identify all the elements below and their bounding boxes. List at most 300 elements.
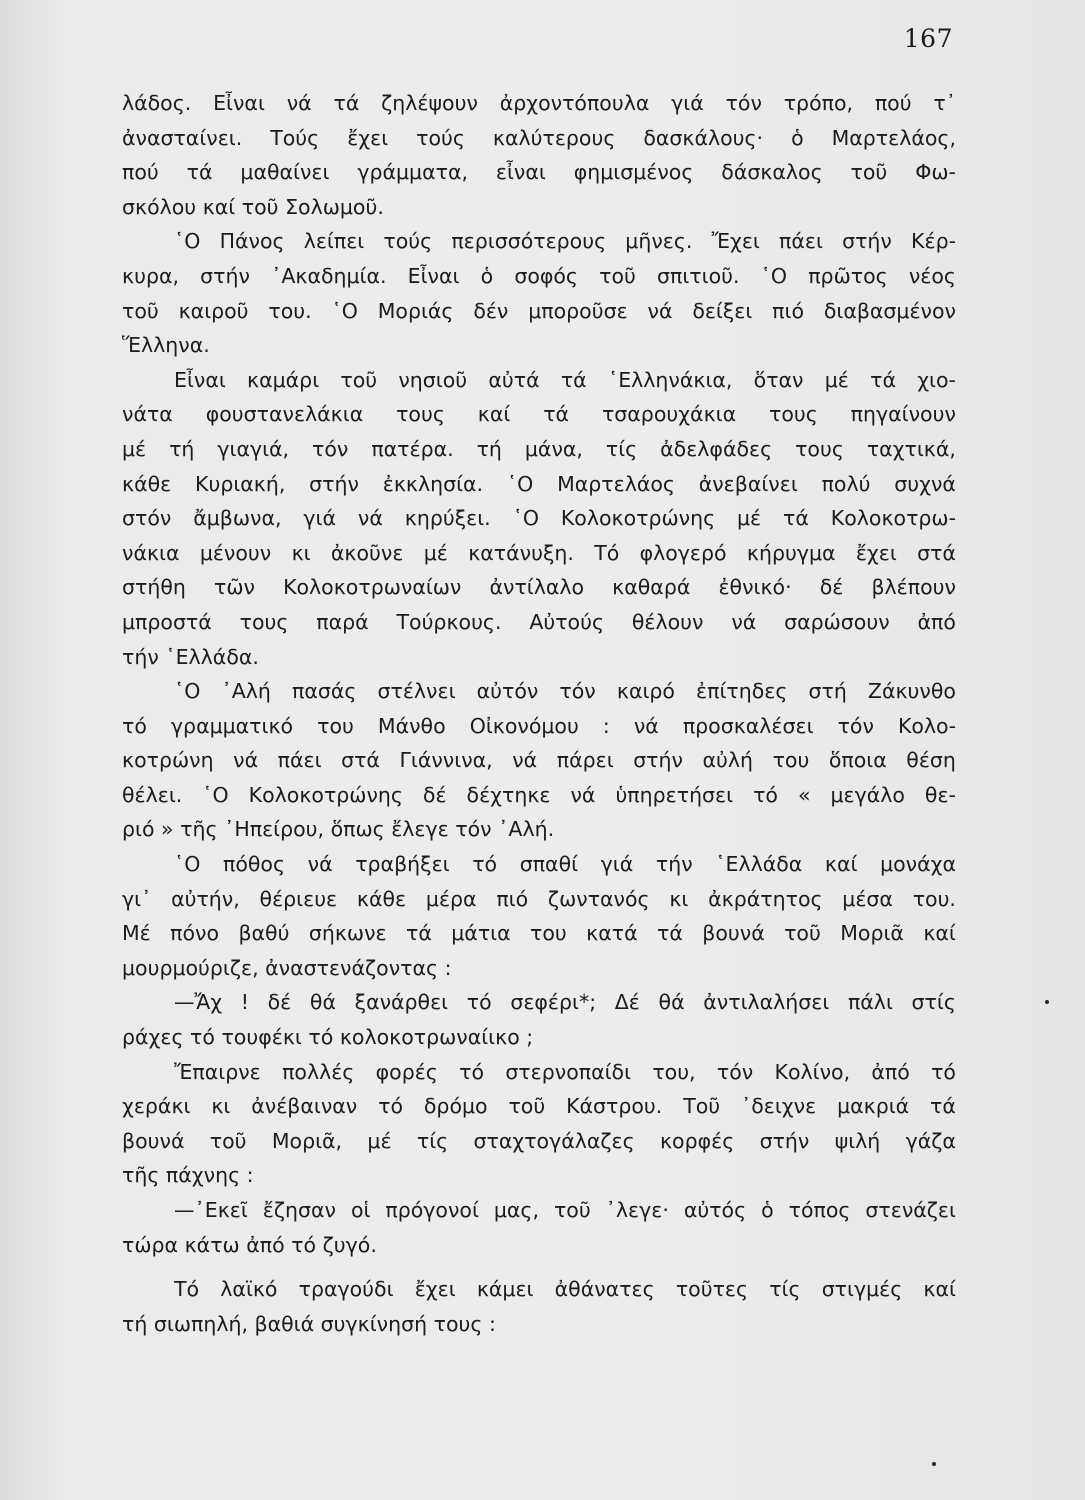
text-line xyxy=(122,121,956,156)
text-word: ἔλεγε xyxy=(391,817,449,842)
text-word: τίς xyxy=(605,436,638,461)
text-word: πάχνης xyxy=(165,1163,241,1188)
text-word: τους xyxy=(433,1311,483,1336)
text-word: καί xyxy=(202,194,236,219)
text-word: θέλουν xyxy=(631,609,704,634)
text-word: θά xyxy=(658,990,685,1015)
text-word: —Ἄχ xyxy=(174,990,223,1015)
text-word: Δέ xyxy=(614,990,640,1015)
text-word: τόν xyxy=(559,679,596,704)
text-word: Κολοκοτρωναίων xyxy=(283,575,462,600)
text-word: καί xyxy=(923,921,956,946)
text-word: τά xyxy=(783,506,809,531)
text-word: καί xyxy=(923,1277,956,1302)
text-word: ἀπό xyxy=(871,1059,910,1084)
text-word: πού xyxy=(122,160,159,185)
text-word: τά xyxy=(930,1094,956,1119)
text-word: ἀνέβαιναν xyxy=(251,1094,358,1119)
text-word: σαρώσουν xyxy=(784,609,890,634)
text-word: ἀθάνατες xyxy=(554,1277,655,1302)
text-word: προσκαλέσει xyxy=(682,713,814,738)
text-word: δέν xyxy=(473,298,509,323)
text-word: ὑπηρετήσει xyxy=(615,782,734,807)
text-word: δάσκαλος xyxy=(721,160,823,185)
text-line xyxy=(122,640,956,675)
text-word: Κολοκοτρώνης xyxy=(560,506,716,531)
text-word: τώρα xyxy=(122,1232,179,1257)
text-word: Μαρτελάος xyxy=(557,471,675,496)
text-word: Μοριᾶ, xyxy=(271,1128,343,1153)
text-word: ἐκκλησία. xyxy=(382,471,484,496)
text-line xyxy=(122,328,956,363)
text-word: Τούς xyxy=(270,125,320,150)
text-word: τό xyxy=(378,1094,404,1119)
text-word: κι xyxy=(669,886,689,911)
text-word: σταχτογάλαζες xyxy=(473,1128,635,1153)
text-word: ἀντιλαλήσει xyxy=(703,990,830,1015)
text-word: ἔχει xyxy=(855,540,897,565)
text-word: στήν xyxy=(309,471,359,496)
text-word: καλύτερους xyxy=(492,125,616,150)
text-word: μπροστά xyxy=(122,609,212,634)
text-line xyxy=(122,1124,956,1159)
text-word: μουρμούριζε, xyxy=(122,955,259,980)
text-word: ξανάρθει xyxy=(354,990,449,1015)
text-line xyxy=(122,86,956,121)
text-word: σιωπηλή, xyxy=(153,1311,248,1336)
text-word: πάει xyxy=(779,229,823,254)
text-word: τσαρουχάκια xyxy=(601,402,737,427)
text-word: ῾Ο xyxy=(506,471,534,496)
text-word: μέ xyxy=(367,1128,392,1153)
text-word: τόν xyxy=(455,817,492,842)
text-word: στήθη xyxy=(122,575,186,600)
text-line xyxy=(122,363,956,398)
text-word: ἀκοῦνε xyxy=(330,540,404,565)
text-line xyxy=(122,951,956,986)
text-word: Μοριᾶ xyxy=(840,921,904,946)
text-word: δέ xyxy=(819,575,844,600)
text-word: τοῦ xyxy=(599,263,636,288)
text-word: νά xyxy=(647,298,673,323)
text-word: τήν xyxy=(655,852,693,877)
text-word: ὁ xyxy=(480,263,494,288)
text-word: στήν xyxy=(759,1128,810,1153)
text-word: βουνά xyxy=(122,1128,185,1153)
text-word: τόν xyxy=(716,1059,754,1084)
text-line xyxy=(122,1228,956,1263)
text-word: ῾Ο xyxy=(512,506,539,531)
text-line xyxy=(122,224,956,259)
text-word: δασκάλους· xyxy=(643,125,764,150)
text-word: του xyxy=(317,713,354,738)
text-word: κάμει xyxy=(476,1277,534,1302)
text-line xyxy=(122,467,956,502)
text-word: Κολίνο, xyxy=(774,1059,851,1084)
text-word: χιο- xyxy=(917,367,956,392)
text-word: ζηλέψουν xyxy=(381,91,478,115)
text-word: ὅπως xyxy=(330,817,385,842)
text-word: ῾Ελλάδα xyxy=(715,852,803,877)
text-word: γιαγιά, xyxy=(217,436,290,461)
text-line xyxy=(122,432,956,467)
text-word: ταχτικά, xyxy=(866,436,956,461)
body-text xyxy=(122,86,956,1341)
text-word: πόθος xyxy=(223,852,286,877)
text-word: πολύ xyxy=(821,471,871,496)
text-word: ῾Ο xyxy=(331,298,358,323)
text-word: τό xyxy=(459,1059,485,1084)
text-word: κήρυγμα xyxy=(746,540,836,565)
text-word: κάθε xyxy=(122,471,172,496)
text-word: τοῦ xyxy=(122,298,159,323)
text-word: πάει xyxy=(277,748,322,773)
text-word: καί xyxy=(824,852,858,877)
text-word: στιγμές xyxy=(821,1277,903,1302)
text-word: σπαθί xyxy=(519,852,579,877)
text-word: τοῦ xyxy=(508,1094,546,1119)
text-word: κατάνυξη. xyxy=(468,540,574,565)
text-word: μῆνες. xyxy=(625,229,693,254)
text-word: πολλές xyxy=(282,1059,355,1084)
text-word: φορές xyxy=(375,1059,438,1084)
text-word: μακριά xyxy=(837,1094,910,1119)
text-word: σήκωνε xyxy=(308,921,387,946)
text-word: τοῦτες xyxy=(675,1277,749,1302)
text-line xyxy=(122,536,956,571)
text-word: φλογερό xyxy=(639,540,727,565)
text-word: ᾿δειχνε xyxy=(741,1094,817,1119)
text-word: τά xyxy=(406,921,432,946)
text-word: ἀπό xyxy=(917,609,956,634)
text-word: νάτα xyxy=(122,402,173,427)
text-word: γιά xyxy=(303,506,336,531)
text-word: μάτια xyxy=(451,921,511,946)
text-word: λείπει xyxy=(303,229,365,254)
text-word: ᾿Ακαδημία. xyxy=(271,263,387,288)
text-word: ράχες xyxy=(122,1025,184,1050)
text-word: τό xyxy=(291,1232,317,1257)
text-word: : xyxy=(246,1163,254,1188)
text-word: μέ xyxy=(824,367,849,392)
text-word: Εἶναι xyxy=(174,367,226,392)
text-line xyxy=(122,1055,956,1090)
text-word: κάθε xyxy=(356,886,407,911)
text-word: Κυριακή, xyxy=(195,471,286,496)
page-number: 167 xyxy=(903,24,953,53)
text-word: στίς xyxy=(911,990,956,1015)
text-line xyxy=(122,985,956,1020)
text-word: κατά xyxy=(586,921,638,946)
text-word: περισσότερους xyxy=(451,229,607,254)
text-word: τ᾽ xyxy=(933,91,956,115)
text-word: πιό xyxy=(496,886,529,911)
text-word: κάτω xyxy=(184,1232,240,1257)
text-word: τοῦ xyxy=(553,1198,591,1222)
text-line xyxy=(122,1307,956,1342)
text-word: στά xyxy=(917,540,956,565)
text-word: σοφός xyxy=(514,263,578,288)
text-word: τή xyxy=(122,1311,148,1336)
text-line xyxy=(122,709,956,744)
text-word: κολοκοτρωναίικο xyxy=(339,1025,520,1050)
text-word: ἀρχοντόπουλα xyxy=(499,91,650,115)
text-word: ᾿Αλή. xyxy=(498,817,555,842)
text-word: τοῦ xyxy=(209,1128,247,1153)
text-word: Αὐτούς xyxy=(529,609,604,634)
text-word: σεφέρι*; xyxy=(510,990,597,1015)
text-word: γιά xyxy=(671,91,704,115)
text-word: ὅταν xyxy=(753,367,804,392)
text-word: τά xyxy=(543,402,570,427)
text-word: : xyxy=(602,713,610,738)
text-word: τραβήξει xyxy=(355,852,450,877)
text-word: μάνα, xyxy=(524,436,583,461)
text-word: Πάνος xyxy=(219,229,285,254)
text-word: ῾Ο xyxy=(174,679,201,704)
text-word: καθαρά xyxy=(612,575,691,600)
text-word: —᾿Εκεῖ xyxy=(174,1198,248,1222)
text-word: μέ xyxy=(423,540,448,565)
text-word: του xyxy=(530,921,567,946)
text-word: τῆς xyxy=(180,817,218,842)
text-word: νάκια xyxy=(122,540,180,565)
text-word: νησιοῦ xyxy=(398,367,468,392)
text-word: Φω- xyxy=(915,160,956,185)
text-word: συχνά xyxy=(894,471,956,496)
text-word: του, xyxy=(652,1059,696,1084)
text-word: « xyxy=(797,782,811,807)
text-word: γράμματα, xyxy=(357,160,468,185)
text-word: Εἶναι xyxy=(407,263,460,288)
text-word: διαβασμένον xyxy=(823,298,956,323)
text-word: στερνοπαίδι xyxy=(505,1059,632,1084)
text-word: μέσα xyxy=(842,886,893,911)
text-line xyxy=(122,501,956,536)
text-word: τό xyxy=(931,1059,956,1084)
text-word: Τό xyxy=(174,1277,200,1302)
text-word: τό xyxy=(472,852,498,877)
text-word: κοτρώνη xyxy=(122,748,214,773)
text-word: Μοριάς xyxy=(377,298,454,323)
text-word: κι xyxy=(211,1094,231,1119)
text-line xyxy=(122,155,956,190)
text-line xyxy=(122,570,956,605)
text-word: νά xyxy=(633,713,659,738)
text-word: : xyxy=(444,955,452,980)
text-word: νά xyxy=(286,91,312,115)
text-word: φουστανελάκια xyxy=(205,402,364,427)
text-word: θά xyxy=(309,990,336,1015)
text-word: θέριευε xyxy=(259,886,338,911)
text-word: Κολοκοτρω- xyxy=(830,506,956,531)
text-word: θέλει. xyxy=(122,782,183,807)
text-word: μέρα xyxy=(425,886,477,911)
text-word: ψιλή xyxy=(834,1128,881,1153)
text-word: τοῦ xyxy=(850,160,888,185)
text-line xyxy=(122,1158,956,1193)
text-word: Σολωμοῦ. xyxy=(285,194,384,219)
text-word: ὅποια xyxy=(828,748,887,773)
text-word: τό xyxy=(466,990,492,1015)
text-word: τόν xyxy=(312,436,349,461)
text-word: πρόγονοί xyxy=(385,1198,479,1222)
text-word: μέ xyxy=(122,436,147,461)
text-word: μαθαίνει xyxy=(240,160,330,185)
text-word: τό xyxy=(753,782,778,807)
text-word: στήν xyxy=(633,748,683,773)
text-word: κηρύξει. xyxy=(404,506,491,531)
text-word: Μάνθο xyxy=(377,713,446,738)
text-word: Οἰκονόμου xyxy=(469,713,579,738)
text-line xyxy=(122,1020,956,1055)
text-word: τά xyxy=(870,367,896,392)
text-word: Κολο- xyxy=(897,713,956,738)
text-word: τίς xyxy=(416,1128,449,1153)
text-word: δέχτηκε xyxy=(466,782,551,807)
text-line xyxy=(122,1193,956,1228)
text-word: τους xyxy=(396,402,445,427)
text-word: στά xyxy=(341,748,380,773)
text-word: ἐπίτηδες xyxy=(696,679,788,704)
text-line xyxy=(122,605,956,640)
text-word: πού xyxy=(874,91,912,115)
text-word: ; xyxy=(526,1025,534,1050)
text-word: ἐθνικό· xyxy=(718,575,792,600)
text-word: ὁ xyxy=(761,1198,774,1222)
text-word: συγκίνησή xyxy=(320,1311,428,1336)
text-word: τουφέκι xyxy=(221,1025,302,1050)
text-word: ζυγό. xyxy=(322,1232,377,1257)
text-word: Τούρκους. xyxy=(396,609,502,634)
text-word: οἱ xyxy=(350,1198,371,1222)
text-word: θέση xyxy=(906,748,956,773)
text-word: Γιάννινα, xyxy=(399,748,493,773)
text-word: θε- xyxy=(924,782,956,807)
text-word: ῾Ο xyxy=(760,263,788,288)
text-word: καί xyxy=(477,402,511,427)
text-word: στενάζει xyxy=(865,1198,956,1222)
text-word: πασάς xyxy=(291,679,357,704)
text-word: ἔζησαν xyxy=(262,1198,336,1222)
text-word: Ἔπαιρνε xyxy=(174,1059,261,1084)
text-word: καιρό xyxy=(616,679,675,704)
text-word: μονάχα xyxy=(880,852,956,877)
text-word: χεράκι xyxy=(122,1094,191,1119)
text-word: γι᾽ xyxy=(122,886,152,911)
text-word: τόν xyxy=(837,713,874,738)
text-word: ἀνεβαίνει xyxy=(698,471,798,496)
text-word: ᾿Ηπείρου, xyxy=(224,817,325,842)
text-word: ἀνασταίνει. xyxy=(122,125,243,150)
text-line xyxy=(122,778,956,813)
text-word: νά xyxy=(731,609,757,634)
text-word: τους xyxy=(795,436,844,461)
text-word: τά xyxy=(186,160,213,185)
text-word: ἔχει xyxy=(347,125,389,150)
text-word: ῾Ο xyxy=(174,852,201,877)
text-word: γάζα xyxy=(905,1128,956,1153)
text-word: μένουν xyxy=(199,540,272,565)
text-word: Τό xyxy=(594,540,620,565)
text-word: δρόμο xyxy=(423,1094,488,1119)
text-word: αὐλή xyxy=(702,748,754,773)
text-word: τήν xyxy=(122,644,159,669)
text-word: ἀντίλαλο xyxy=(489,575,585,600)
text-word: ἀδελφάδες xyxy=(660,436,773,461)
text-word: του xyxy=(772,748,810,773)
text-word: πηγαίνουν xyxy=(850,402,956,427)
text-word: ζωντανός xyxy=(547,886,650,911)
text-word: πατέρα. xyxy=(371,436,454,461)
text-word: ἀναστενάζοντας xyxy=(265,955,439,980)
text-word: νέος xyxy=(908,263,956,288)
text-word: ριό xyxy=(122,817,155,842)
text-word: τοῦ xyxy=(241,194,279,219)
text-word: νά xyxy=(512,748,538,773)
text-word: λαϊκό xyxy=(220,1277,278,1302)
text-word: σκόλου xyxy=(122,194,197,219)
text-word: στήν xyxy=(842,229,892,254)
text-word: αὐτόν xyxy=(476,679,539,704)
text-word: τρόπο, xyxy=(783,91,854,115)
text-word: τους xyxy=(239,609,289,634)
text-word: κυρα, xyxy=(122,263,179,288)
text-word: τούς xyxy=(383,229,433,254)
text-word: τραγούδι xyxy=(298,1277,394,1302)
text-word: φημισμένος xyxy=(573,160,694,185)
text-word: μέ xyxy=(737,506,762,531)
text-word: » xyxy=(161,817,174,842)
text-word: ᾿λεγε· xyxy=(605,1198,669,1222)
text-word: νά xyxy=(233,748,259,773)
text-line xyxy=(122,1272,956,1307)
text-word: μας, xyxy=(493,1198,539,1222)
text-word: βαθύ xyxy=(238,921,290,946)
text-word: : xyxy=(488,1311,496,1336)
text-word: τόν xyxy=(725,91,762,115)
text-word: γραμματικό xyxy=(170,713,294,738)
text-word: τοῦ xyxy=(784,921,821,946)
text-word: τῆς xyxy=(122,1163,160,1188)
text-word: Ἕλληνα. xyxy=(122,333,210,358)
text-word: ῾Ο xyxy=(174,229,201,254)
text-word: τά xyxy=(657,921,683,946)
text-word: Κολοκοτρώνης xyxy=(248,782,403,807)
text-word: Κάστρου. xyxy=(566,1094,663,1119)
text-word: αὐτός xyxy=(683,1198,747,1222)
text-word: Μέ xyxy=(122,921,151,946)
text-word: Ἔχει xyxy=(711,229,760,254)
text-line xyxy=(122,812,956,847)
text-word: τό xyxy=(122,713,147,738)
text-word: Κέρ- xyxy=(911,229,956,254)
text-word: τούς xyxy=(416,125,465,150)
text-word: τοῦ xyxy=(340,367,378,392)
text-word: ῾Ο xyxy=(202,782,229,807)
text-word: πρῶτος xyxy=(808,263,888,288)
text-line xyxy=(122,916,956,951)
text-word: βλέπουν xyxy=(871,575,956,600)
text-word: κορφές xyxy=(659,1128,735,1153)
text-word: τά xyxy=(560,367,587,392)
text-word: λάδος. xyxy=(122,91,192,115)
text-word: τό xyxy=(190,1025,215,1050)
text-word: ᾿Αλή xyxy=(221,679,271,704)
text-line xyxy=(122,259,956,294)
text-word: Εἶναι xyxy=(213,91,265,115)
text-word: τά xyxy=(333,91,360,115)
